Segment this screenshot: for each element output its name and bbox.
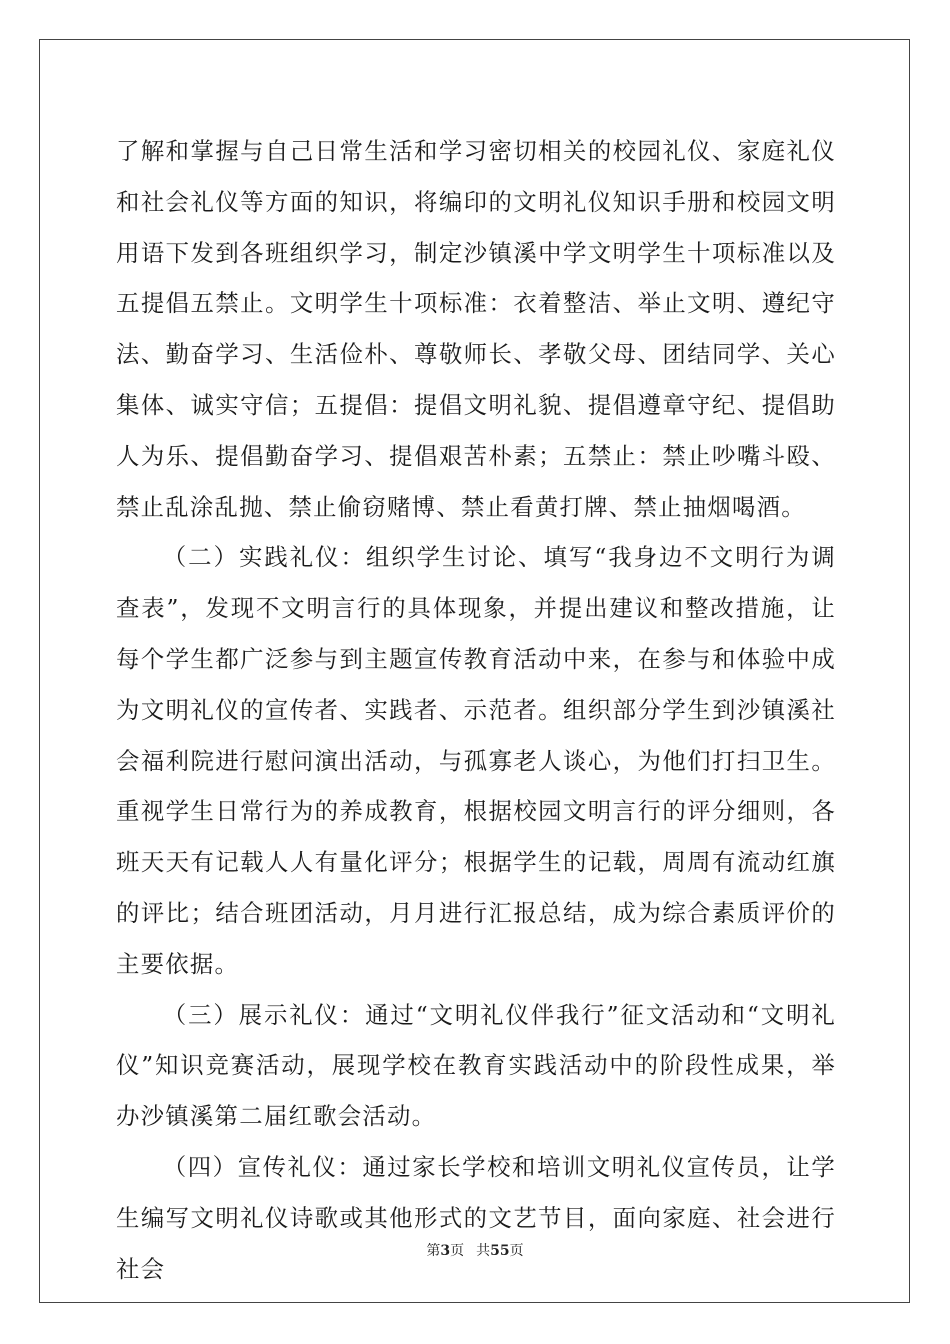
page-footer	[0, 1242, 950, 1260]
total-pages: 55	[490, 1243, 510, 1259]
paragraph-showcase-etiquette: （三）展示礼仪：通过“文明礼仪伴我行”征文活动和“文明礼仪”知识竞赛活动，展现学校在教育实践活动中的阶段性成果，举办沙镇溪第二届红歌会活动。	[116, 1000, 836, 1131]
page-number: 3	[440, 1243, 451, 1259]
paragraph-promote-etiquette: （四）宣传礼仪：通过家长学校和培训文明礼仪宣传员，让学生编写文明礼仪诗歌或其他形式的文艺节目，面向家庭、社会进行社会	[116, 1152, 836, 1283]
paragraph-practice-etiquette: （二）实践礼仪：组织学生讨论、填写“我身边不文明行为调查表”，发现不文明言行的具体现象，并提出建议和整改措施，让每个学生都广泛参与到主题宣传教育活动中来，在参与和体验中成为文明礼仪的宣传者、实践者、示范者。组织部分学生到沙镇溪社会福利院进行慰问演出活动，与孤寡老人谈心，为他们打扫卫生。重视学生日常行为的养成教育，根据校园文明言行的评分细则，各班天天有记载人人有量化评分；根据学生的记载，周周有流动红旗的评比；结合班团活动，月月进行汇报总结，成为综合素质评价的主要依据。	[116, 543, 836, 978]
paragraph-etiquette-knowledge: 了解和掌握与自己日常生活和学习密切相关的校园礼仪、家庭礼仪和社会礼仪等方面的知识，将编印的文明礼仪知识手册和校园文明用语下发到各班组织学习，制定沙镇溪中学文明学生十项标准以及五提倡五禁止。文明学生十项标准：衣着整洁、举止文明、遵纪守法、勤奋学习、生活俭朴、尊敬师长、孝敬父母、团结同学、关心集体、诚实守信；五提倡：提倡文明礼貌、提倡遵章守纪、提倡助人为乐、提倡勤奋学习、提倡艰苦朴素；五禁止：禁止吵嘴斗殴、禁止乱涂乱抛、禁止偷窃赌博、禁止看黄打牌、禁止抽烟喝酒。	[116, 137, 836, 521]
document-body	[116, 126, 836, 1294]
page-suffix: 页	[450, 1243, 465, 1259]
page-prefix: 第	[426, 1243, 441, 1259]
total-suffix: 页	[509, 1243, 524, 1259]
total-prefix: 共	[476, 1243, 491, 1259]
